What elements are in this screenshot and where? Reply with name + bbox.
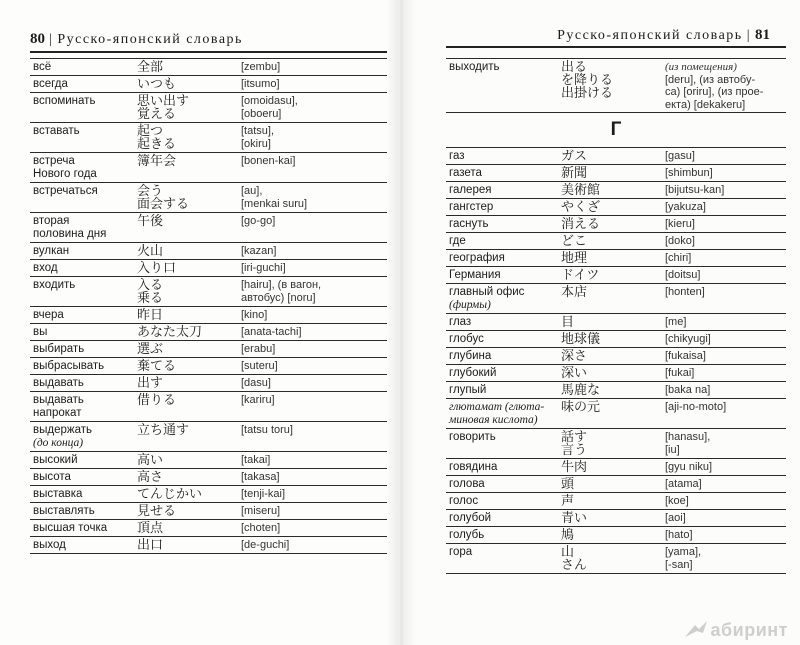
- japanese-word: 本店: [558, 284, 662, 314]
- japanese-word: 頭: [558, 476, 662, 493]
- japanese-word: 出す: [134, 375, 238, 392]
- dict-entry: [30, 307, 387, 324]
- romaji-reading: [bonen-kai]: [238, 153, 387, 183]
- russian-word: выходить: [446, 59, 558, 113]
- romaji-reading: [gyu niku]: [662, 459, 786, 476]
- romaji-reading: [zembu]: [238, 59, 387, 76]
- right-page-number: 81: [755, 27, 770, 43]
- romaji-reading: [au], [menkai suru]: [238, 183, 387, 213]
- japanese-word: 思い出す 覚える: [134, 93, 238, 123]
- left-header-rule: [30, 51, 387, 53]
- dict-entry: [446, 476, 786, 493]
- dict-entry: [30, 59, 387, 76]
- romaji-reading: [aji-no-moto]: [662, 399, 786, 429]
- romaji-reading: [yama], [-san]: [662, 544, 786, 574]
- dict-entry: [30, 341, 387, 358]
- russian-word: глаз: [446, 314, 558, 331]
- japanese-word: 入り口: [134, 260, 238, 277]
- romaji-reading: [fukaisa]: [662, 348, 786, 365]
- dict-entry: [30, 469, 387, 486]
- dict-entry: [446, 510, 786, 527]
- dict-entry: [446, 493, 786, 510]
- romaji-reading: [hairu], (в вагон, автобус) [noru]: [238, 277, 387, 307]
- japanese-word: 地球儀: [558, 331, 662, 348]
- romaji-reading: [baka na]: [662, 382, 786, 399]
- dict-entry: [446, 429, 786, 459]
- russian-word: высокий: [30, 452, 134, 469]
- dict-entry: [30, 123, 387, 153]
- left-page: [0, 0, 398, 645]
- japanese-word: 全部: [134, 59, 238, 76]
- russian-word: встречаться: [30, 183, 134, 213]
- left-page-number: 80: [30, 31, 45, 47]
- romaji-reading: [omoidasu], [oboeru]: [238, 93, 387, 123]
- romaji-reading: [kino]: [238, 307, 387, 324]
- book-gutter-shadow: [386, 0, 416, 645]
- japanese-word: てんじかい: [134, 486, 238, 503]
- russian-word: гора: [446, 544, 558, 574]
- japanese-word: 深い: [558, 365, 662, 382]
- romaji-reading: [yakuza]: [662, 199, 786, 216]
- dict-entry: [446, 314, 786, 331]
- russian-word: высшая точка: [30, 520, 134, 537]
- japanese-word: 午後: [134, 213, 238, 243]
- japanese-word: 地理: [558, 250, 662, 267]
- japanese-word: 昨日: [134, 307, 238, 324]
- russian-word: выставка: [30, 486, 134, 503]
- russian-word: выход: [30, 537, 134, 554]
- japanese-word: 深さ: [558, 348, 662, 365]
- russian-word: вы: [30, 324, 134, 341]
- russian-word: выставлять: [30, 503, 134, 520]
- romaji-reading: [fukai]: [662, 365, 786, 382]
- japanese-word: 出る を降りる 出掛ける: [558, 59, 662, 113]
- dict-entry: [30, 392, 387, 422]
- romaji-reading: [takai]: [238, 452, 387, 469]
- dict-entry: [446, 365, 786, 382]
- romaji-reading: [suteru]: [238, 358, 387, 375]
- japanese-word: 声: [558, 493, 662, 510]
- dict-entry: [30, 153, 387, 183]
- romaji-reading: [doitsu]: [662, 267, 786, 284]
- right-page-header: [557, 27, 770, 44]
- dict-entry: [446, 382, 786, 399]
- russian-word: глупый: [446, 382, 558, 399]
- russian-word: выдавать напрокат: [30, 392, 134, 422]
- romaji-reading: [atama]: [662, 476, 786, 493]
- romaji-reading: [shimbun]: [662, 165, 786, 182]
- dict-entry: [446, 527, 786, 544]
- japanese-word: どこ: [558, 233, 662, 250]
- dict-entry: [446, 267, 786, 284]
- japanese-word: 美術館: [558, 182, 662, 199]
- romaji-reading: [gasu]: [662, 148, 786, 165]
- left-dictionary-table: [30, 58, 387, 554]
- russian-word: выбирать: [30, 341, 134, 358]
- dict-entry: [446, 284, 786, 314]
- russian-word: вторая половина дня: [30, 213, 134, 243]
- dict-entry: [30, 76, 387, 93]
- dict-entry: [446, 459, 786, 476]
- romaji-reading: [de-guchi]: [238, 537, 387, 554]
- russian-word: Германия: [446, 267, 558, 284]
- russian-word: вход: [30, 260, 134, 277]
- japanese-word: 起つ 起きる: [134, 123, 238, 153]
- russian-word: гангстер: [446, 199, 558, 216]
- romaji-reading: [chiri]: [662, 250, 786, 267]
- japanese-word: いつも: [134, 76, 238, 93]
- russian-word: говорить: [446, 429, 558, 459]
- dict-entry: [30, 503, 387, 520]
- romaji-reading: [me]: [662, 314, 786, 331]
- russian-word: выбрасывать: [30, 358, 134, 375]
- japanese-word: 借りる: [134, 392, 238, 422]
- right-header-separator: |: [746, 28, 751, 43]
- japanese-word: 消える: [558, 216, 662, 233]
- romaji-reading: [erabu]: [238, 341, 387, 358]
- russian-word: глобус: [446, 331, 558, 348]
- dict-entry: [30, 422, 387, 452]
- romaji-reading: [anata-tachi]: [238, 324, 387, 341]
- russian-word: входить: [30, 277, 134, 307]
- dict-entry: [30, 260, 387, 277]
- romaji-reading: [hato]: [662, 527, 786, 544]
- japanese-word: 鳩: [558, 527, 662, 544]
- right-dictionary-table: [446, 58, 786, 574]
- dict-entry: [30, 537, 387, 554]
- japanese-word: 火山: [134, 243, 238, 260]
- japanese-word: 高い: [134, 452, 238, 469]
- watermark-bird-icon: [683, 619, 709, 641]
- romaji-reading: (из помещения) [deru], (из автобу- са) [oriru], (из прое- екта) [dekakeru]: [662, 59, 786, 113]
- left-page-header: [30, 31, 243, 48]
- dict-entry: [446, 544, 786, 574]
- russian-word: всё: [30, 59, 134, 76]
- romaji-reading: [chikyugi]: [662, 331, 786, 348]
- dict-entry: [30, 213, 387, 243]
- japanese-word: 頂点: [134, 520, 238, 537]
- russian-word: глютамат (глюта- миновая кислота): [446, 399, 558, 429]
- japanese-word: 馬鹿な: [558, 382, 662, 399]
- japanese-word: 味の元: [558, 399, 662, 429]
- right-page-title: Русско-японский словарь: [557, 28, 743, 43]
- japanese-word: 新聞: [558, 165, 662, 182]
- right-page: [402, 0, 800, 645]
- dict-entry: [30, 452, 387, 469]
- russian-word: глубокий: [446, 365, 558, 382]
- romaji-reading: [choten]: [238, 520, 387, 537]
- japanese-word: 青い: [558, 510, 662, 527]
- dict-entry: [30, 93, 387, 123]
- russian-word: встреча Нового года: [30, 153, 134, 183]
- romaji-reading: [tatsu], [okiru]: [238, 123, 387, 153]
- russian-word: газета: [446, 165, 558, 182]
- romaji-reading: [dasu]: [238, 375, 387, 392]
- russian-word: высота: [30, 469, 134, 486]
- dict-entry: [30, 243, 387, 260]
- letter-heading-row: [446, 113, 786, 148]
- dict-entry: [30, 183, 387, 213]
- dict-entry: [446, 199, 786, 216]
- japanese-word: あなた太刀: [134, 324, 238, 341]
- russian-word: где: [446, 233, 558, 250]
- romaji-reading: [doko]: [662, 233, 786, 250]
- russian-word: выдавать: [30, 375, 134, 392]
- dict-entry: [30, 375, 387, 392]
- russian-word: выдержать (до конца): [30, 422, 134, 452]
- japanese-word: ガス: [558, 148, 662, 165]
- dict-entry: [446, 182, 786, 199]
- russian-word: главный офис (фирмы): [446, 284, 558, 314]
- japanese-word: 山 さん: [558, 544, 662, 574]
- romaji-reading: [kariru]: [238, 392, 387, 422]
- russian-word: голос: [446, 493, 558, 510]
- dict-entry: [446, 233, 786, 250]
- dict-entry: [446, 165, 786, 182]
- russian-word: голубь: [446, 527, 558, 544]
- japanese-word: 会う 面会する: [134, 183, 238, 213]
- romaji-reading: [iri-guchi]: [238, 260, 387, 277]
- romaji-reading: [takasa]: [238, 469, 387, 486]
- romaji-reading: [go-go]: [238, 213, 387, 243]
- russian-word: галерея: [446, 182, 558, 199]
- russian-word: география: [446, 250, 558, 267]
- dict-entry: [30, 324, 387, 341]
- romaji-reading: [aoi]: [662, 510, 786, 527]
- romaji-reading: [kazan]: [238, 243, 387, 260]
- russian-word: гаснуть: [446, 216, 558, 233]
- russian-word: всегда: [30, 76, 134, 93]
- japanese-word: 出口: [134, 537, 238, 554]
- dict-entry: [30, 486, 387, 503]
- russian-word: газ: [446, 148, 558, 165]
- russian-word: голубой: [446, 510, 558, 527]
- dict-entry: [30, 277, 387, 307]
- russian-word: вспоминать: [30, 93, 134, 123]
- romaji-reading: [honten]: [662, 284, 786, 314]
- dict-entry: [446, 348, 786, 365]
- right-header-rule: [446, 46, 786, 48]
- dict-entry: [446, 148, 786, 165]
- romaji-reading: [bijutsu-kan]: [662, 182, 786, 199]
- japanese-word: 棄てる: [134, 358, 238, 375]
- russian-word: вставать: [30, 123, 134, 153]
- dict-entry: [446, 250, 786, 267]
- romaji-reading: [hanasu], [iu]: [662, 429, 786, 459]
- japanese-word: 入る 乗る: [134, 277, 238, 307]
- dict-entry: [446, 399, 786, 429]
- dict-entry: [30, 358, 387, 375]
- watermark-text: абиринт: [710, 619, 788, 640]
- romaji-reading: [itsumo]: [238, 76, 387, 93]
- russian-word: вчера: [30, 307, 134, 324]
- japanese-word: 立ち通す: [134, 422, 238, 452]
- dict-entry: [446, 59, 786, 113]
- labirint-watermark: [683, 619, 788, 641]
- japanese-word: 簿年会: [134, 153, 238, 183]
- letter-heading: Г: [446, 113, 786, 148]
- japanese-word: 見せる: [134, 503, 238, 520]
- dict-entry: [446, 216, 786, 233]
- japanese-word: ドイツ: [558, 267, 662, 284]
- romaji-reading: [kieru]: [662, 216, 786, 233]
- japanese-word: やくざ: [558, 199, 662, 216]
- russian-word: вулкан: [30, 243, 134, 260]
- dict-entry: [30, 520, 387, 537]
- japanese-word: 選ぶ: [134, 341, 238, 358]
- left-page-title: Русско-японский словарь: [57, 32, 243, 47]
- left-header-separator: |: [49, 32, 54, 47]
- russian-word: голова: [446, 476, 558, 493]
- japanese-word: 話す 言う: [558, 429, 662, 459]
- romaji-reading: [tenji-kai]: [238, 486, 387, 503]
- dict-entry: [446, 331, 786, 348]
- romaji-reading: [miseru]: [238, 503, 387, 520]
- japanese-word: 牛肉: [558, 459, 662, 476]
- russian-word: глубина: [446, 348, 558, 365]
- japanese-word: 高さ: [134, 469, 238, 486]
- russian-word: говядина: [446, 459, 558, 476]
- romaji-reading: [koe]: [662, 493, 786, 510]
- romaji-reading: [tatsu toru]: [238, 422, 387, 452]
- japanese-word: 目: [558, 314, 662, 331]
